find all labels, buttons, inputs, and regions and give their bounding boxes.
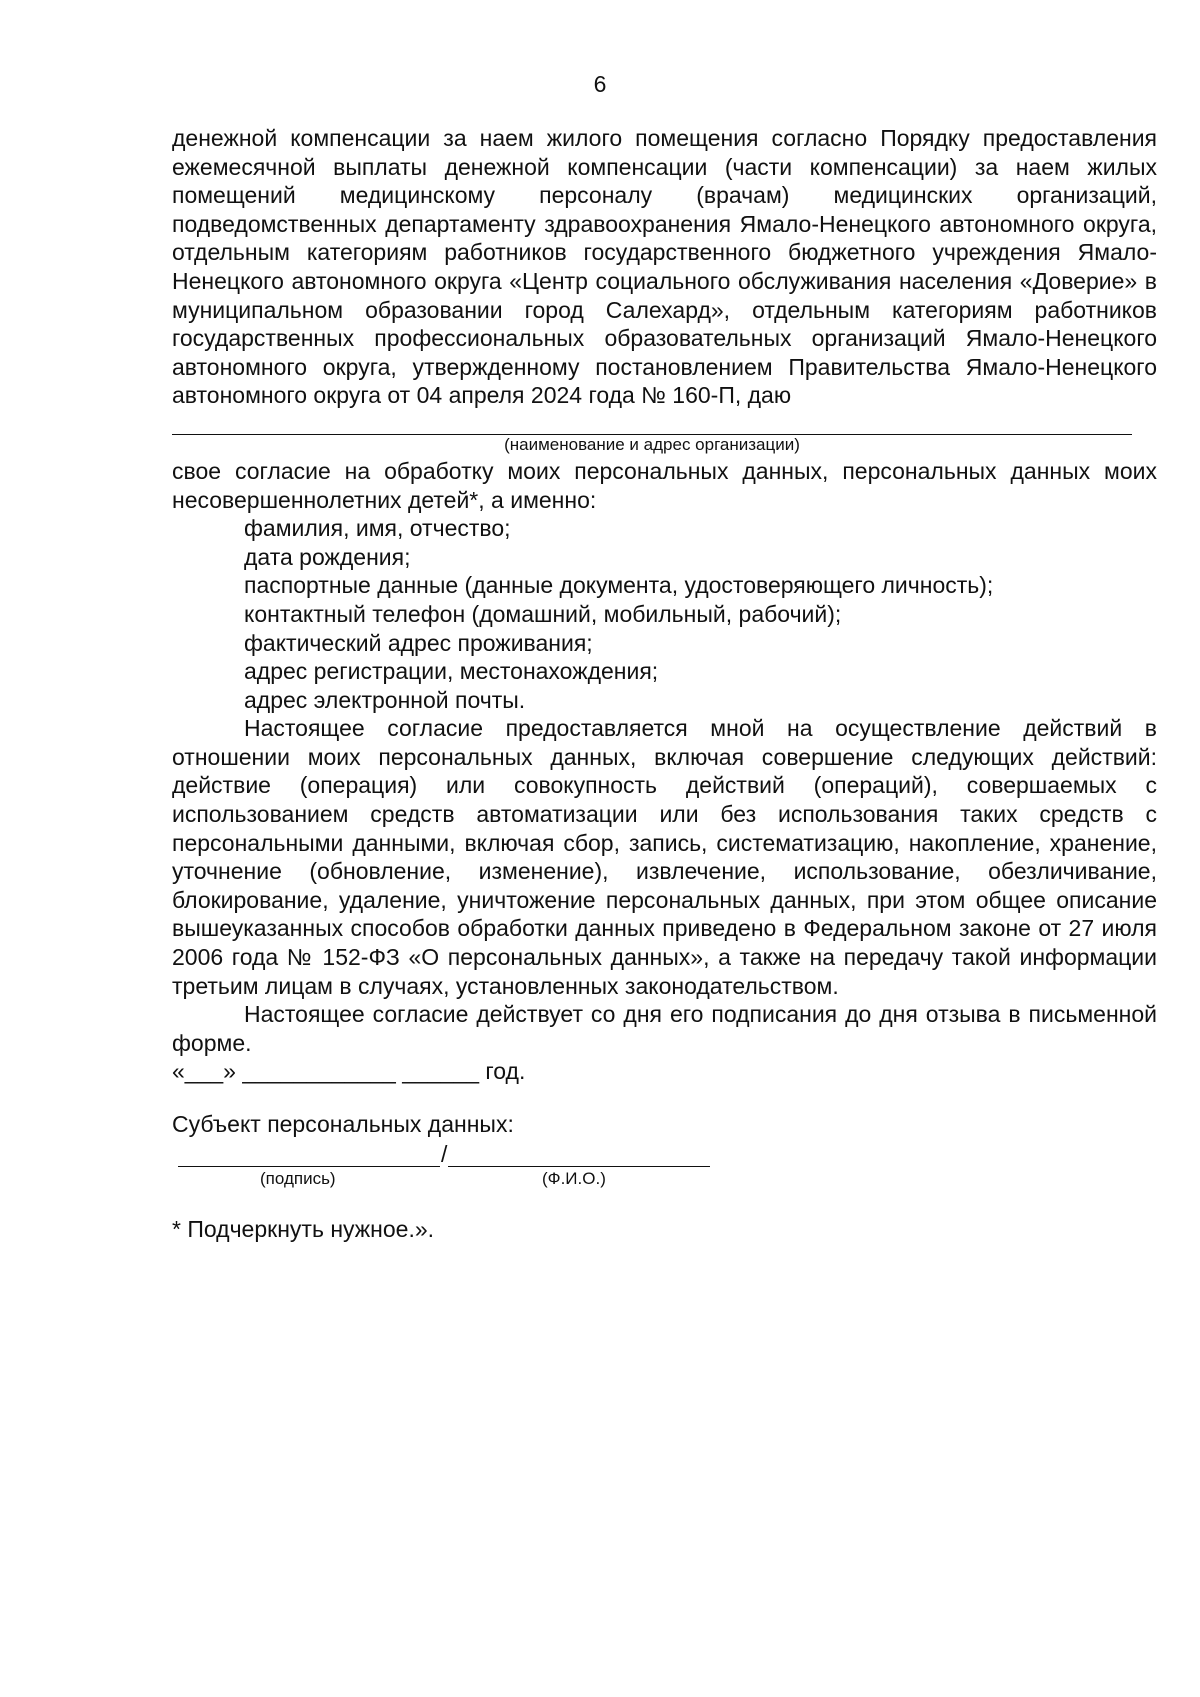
list-item: паспортные данные (данные документа, удостоверяющего личность);	[244, 572, 994, 599]
list-item: фамилия, имя, отчество;	[244, 515, 511, 542]
signature-caption: (подпись)	[260, 1168, 336, 1188]
signature-separator: /	[441, 1140, 448, 1167]
signature-row	[178, 1139, 1157, 1167]
spacer	[172, 1086, 1157, 1110]
footnote: * Подчеркнуть нужное.».	[172, 1215, 435, 1242]
personal-data-list	[172, 514, 1157, 714]
list-item: фактический адрес проживания;	[244, 629, 593, 656]
list-item: адрес регистрации, местонахождения;	[244, 658, 659, 685]
page-number: 6	[593, 71, 607, 97]
document-body	[172, 124, 1157, 1243]
list-item: адрес электронной почты.	[244, 686, 526, 713]
spacer	[172, 1191, 1157, 1215]
signature-blank[interactable]	[178, 1142, 440, 1167]
organization-blank-line[interactable]	[172, 410, 1132, 435]
list-item: контактный телефон (домашний, мобильный, рабочий);	[244, 600, 842, 627]
subject-label: Субъект персональных данных:	[172, 1111, 514, 1137]
organization-caption: (наименование и адрес организации)	[504, 434, 800, 454]
list-item: дата рождения;	[244, 543, 411, 570]
consent-paragraph: свое согласие на обработку моих персональных данных, персональных данных моих несовершеннолетних детей*, а именно:	[172, 457, 1157, 513]
signature-captions	[172, 1167, 1157, 1191]
actions-paragraph: Настоящее согласие предоставляется мной на осуществление действий в отношении моих персональных данных, включая совершение следующих действий: действие (операция) или совокупность действий (операций), совершаемых с использованием средств автоматизации или без использования таких средств с персональными данными, включая сбор, запись, систематизацию, накопление, хранение, уточнение (обновление, изменение), извлечение, использование, обезличивание, блокирование, удаление, уничтожение персональных данных, при этом общее описание вышеуказанных способов обработки данных приведено в Федеральном законе от 27 июля 2006 года № 152-ФЗ «О персональных данных», а также на передачу такой информации третьим лицам в случаях, установленных законодательством.	[172, 715, 1157, 999]
intro-paragraph: денежной компенсации за наем жилого помещения согласно Порядку предоставления ежемесячной выплаты денежной компенсации (части компенсации) за наем жилых помещений медицинскому персоналу (врачам) медицинских организаций, подведомственных департаменту здравоохранения Ямало-Ненецкого автономного округа, отдельным категориям работников государственного бюджетного учреждения Ямало-Ненецкого автономного округа «Центр социального обслуживания населения «Доверие» в муниципальном образовании город Салехард», отдельным категориям работников государственных профессиональных образовательных организаций Ямало-Ненецкого автономного округа, утвержденному постановлением Правительства Ямало-Ненецкого автономного округа от 04 апреля 2024 года № 160-П, даю	[172, 125, 1157, 409]
validity-paragraph: Настоящее согласие действует со дня его подписания до дня отзыва в письменной форме.	[172, 1001, 1157, 1056]
full-name-blank[interactable]	[448, 1142, 710, 1167]
full-name-caption: (Ф.И.О.)	[542, 1168, 606, 1188]
date-line: «___» ____________ ______ год.	[172, 1058, 526, 1085]
